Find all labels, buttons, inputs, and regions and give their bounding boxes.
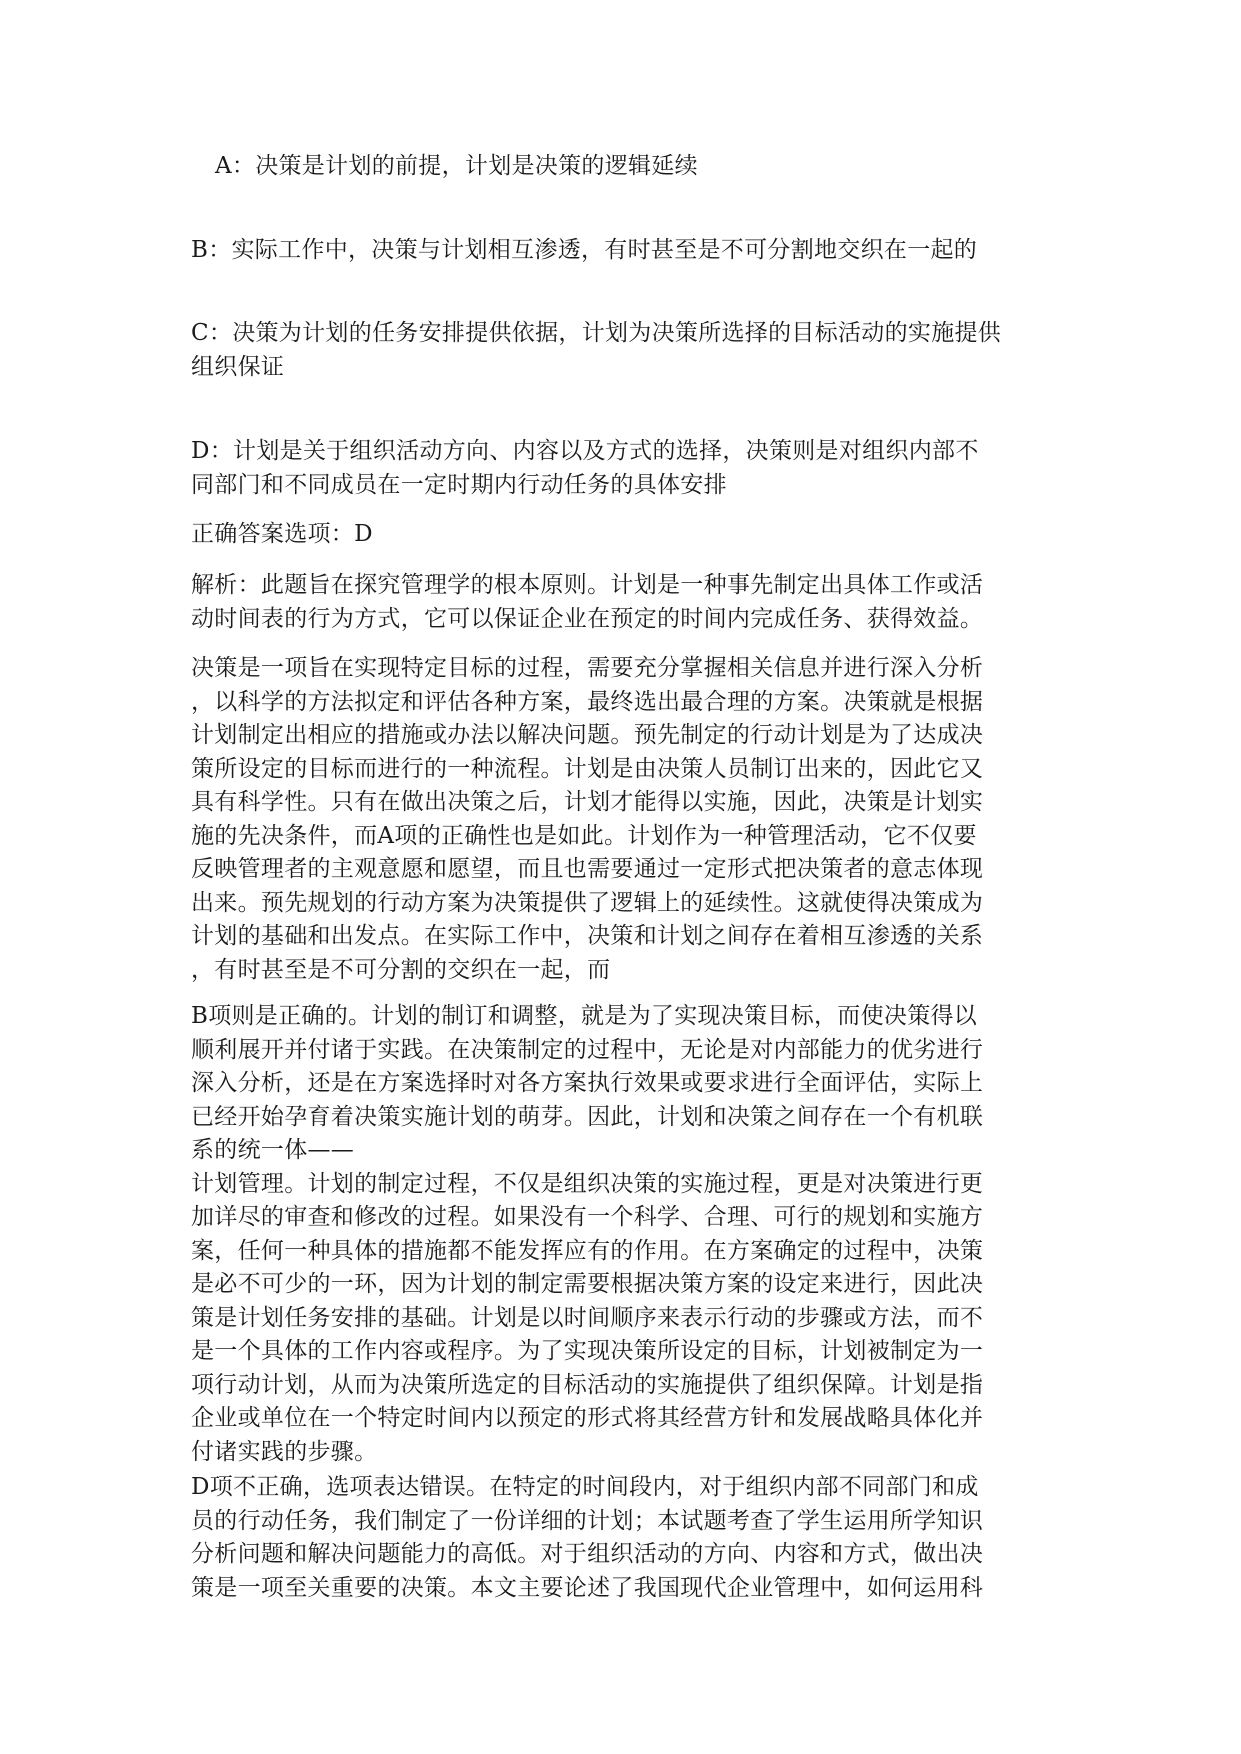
analysis-paragraph-3 [191, 1000, 1061, 1469]
option-c [191, 317, 1061, 384]
text-line: 计划管理。计划的制定过程，不仅是组织决策的实施过程，更是对决策进行更 [191, 1170, 984, 1197]
text-line: 反映管理者的主观意愿和愿望，而且也需要通过一定形式把决策者的意志体现 [191, 856, 984, 882]
text-line: ，以科学的方法拟定和评估各种方案，最终选出最合理的方案。决策就是根据 [191, 688, 984, 715]
text-line: 动时间表的行为方式，它可以保证企业在预定的时间内完成任务、获得效益。 [191, 605, 984, 632]
option-a [215, 150, 1085, 184]
text-line: 顺利展开并付诸于实践。在决策制定的过程中，无论是对内部能力的优劣进行 [191, 1036, 984, 1063]
text-line: B：实际工作中，决策与计划相互渗透，有时甚至是不可分割地交织在一起的 [191, 237, 978, 263]
text-line: 项行动计划，从而为决策所选定的目标活动的实施提供了组织保障。计划是指 [191, 1371, 984, 1398]
text-line: ，有时甚至是不可分割的交织在一起，而 [191, 956, 611, 983]
option-d [191, 435, 1061, 502]
analysis-paragraph-1 [191, 569, 1061, 636]
text-line: 案，任何一种具体的措施都不能发挥应有的作用。在方案确定的过程中，决策 [191, 1237, 984, 1264]
text-line: 是必不可少的一环，因为计划的制定需要根据决策方案的设定来进行，因此决 [191, 1271, 984, 1297]
text-line: 是一个具体的工作内容或程序。为了实现决策所设定的目标，计划被制定为一 [191, 1338, 984, 1364]
text-line: 员的行动任务，我们制定了一份详细的计划；本试题考查了学生运用所学知识 [191, 1507, 984, 1534]
analysis-paragraph-4 [191, 1471, 1061, 1605]
text-line: 正确答案选项：D [191, 521, 373, 547]
text-line: A：决策是计划的前提，计划是决策的逻辑延续 [215, 153, 698, 179]
text-line: 同部门和不同成员在一定时期内行动任务的具体安排 [191, 471, 727, 498]
text-line: 策是一项至关重要的决策。本文主要论述了我国现代企业管理中，如何运用科 [191, 1574, 984, 1601]
text-line: 企业或单位在一个特定时间内以预定的形式将其经营方针和发展战略具体化并 [191, 1405, 984, 1431]
option-b [191, 234, 1061, 268]
text-line: 计划的基础和出发点。在实际工作中，决策和计划之间存在着相互渗透的关系 [191, 923, 984, 949]
text-line: 具有科学性。只有在做出决策之后，计划才能得以实施，因此，决策是计划实 [191, 789, 984, 815]
text-line: 决策是一项旨在实现特定目标的过程，需要充分掌握相关信息并进行深入分析 [191, 655, 984, 681]
text-line: 策是计划任务安排的基础。计划是以时间顺序来表示行动的步骤或方法，而不 [191, 1304, 984, 1331]
text-line: 深入分析，还是在方案选择时对各方案执行效果或要求进行全面评估，实际上 [191, 1070, 984, 1096]
text-line: D：计划是关于组织活动方向、内容以及方式的选择，决策则是对组织内部不 [191, 438, 979, 464]
text-line: 施的先决条件，而A项的正确性也是如此。计划作为一种管理活动，它不仅要 [191, 822, 977, 849]
correct-answer [191, 518, 1061, 552]
text-line: 策所设定的目标而进行的一种流程。计划是由决策人员制订出来的，因此它又 [191, 755, 984, 782]
text-line: 出来。预先规划的行动方案为决策提供了逻辑上的延续性。这就使得决策成为 [191, 889, 984, 916]
text-line: 付诸实践的步骤。 [191, 1438, 378, 1465]
text-line: 计划制定出相应的措施或办法以解决问题。预先制定的行动计划是为了达成决 [191, 722, 984, 748]
text-line: 系的统一体—— [191, 1137, 355, 1163]
analysis-paragraph-2 [191, 652, 1061, 987]
text-line: 分析问题和解决问题能力的高低。对于组织活动的方向、内容和方式，做出决 [191, 1541, 984, 1567]
text-line: C：决策为计划的任务安排提供依据，计划为决策所选择的目标活动的实施提供 [191, 320, 1002, 346]
text-line: 解析：此题旨在探究管理学的根本原则。计划是一种事先制定出具体工作或活 [191, 572, 984, 598]
text-line: B项则是正确的。计划的制订和调整，就是为了实现决策目标，而使决策得以 [191, 1003, 978, 1029]
text-line: D项不正确，选项表达错误。在特定的时间段内，对于组织内部不同部门和成 [191, 1474, 979, 1500]
text-line: 已经开始孕育着决策实施计划的萌芽。因此，计划和决策之间存在一个有机联 [191, 1103, 984, 1130]
text-line: 加详尽的审查和修改的过程。如果没有一个科学、合理、可行的规划和实施方 [191, 1204, 984, 1230]
text-line: 组织保证 [191, 353, 285, 380]
